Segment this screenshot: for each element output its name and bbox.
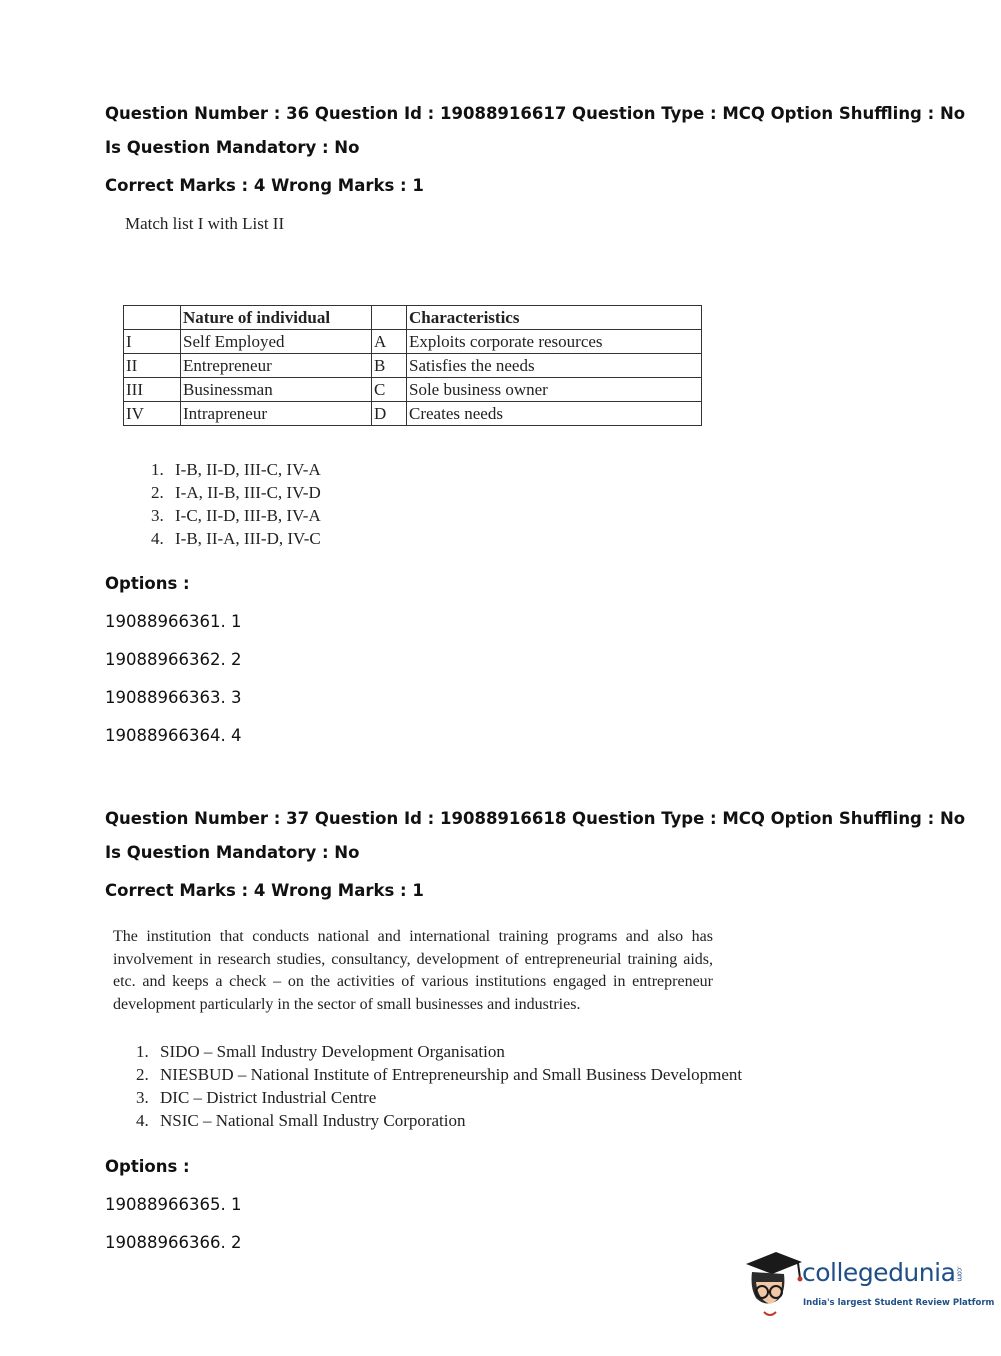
match-table bbox=[123, 305, 702, 426]
q37-header: Question Number : 37 Question Id : 19088916618 Question Type : MCQ Option Shuffling : No bbox=[105, 809, 966, 828]
list-item: 1. I-B, II-D, III-C, IV-A bbox=[151, 460, 321, 479]
list-item: 4. I-B, II-A, III-D, IV-C bbox=[151, 529, 321, 548]
mascot-logo-icon bbox=[742, 1248, 804, 1320]
q37-choices bbox=[136, 1040, 742, 1132]
list-item: 3. DIC – District Industrial Centre bbox=[136, 1088, 377, 1107]
table-row: III Businessman C Sole business owner bbox=[124, 378, 702, 402]
q36-stem: Match list I with List II bbox=[125, 214, 285, 233]
list-item: 4. NSIC – National Small Industry Corporation bbox=[136, 1111, 466, 1130]
table-row: I Self Employed A Exploits corporate resources bbox=[124, 330, 702, 354]
q36-mandatory: Is Question Mandatory : No bbox=[105, 138, 360, 157]
option-item: 19088966365. 1 bbox=[105, 1195, 242, 1214]
option-item: 19088966363. 3 bbox=[105, 688, 242, 707]
nature-header: Nature of individual bbox=[181, 306, 372, 330]
option-item: 19088966362. 2 bbox=[105, 650, 242, 669]
option-item: 19088966364. 4 bbox=[105, 726, 242, 745]
q36-header: Question Number : 36 Question Id : 19088916617 Question Type : MCQ Option Shuffling : No bbox=[105, 104, 966, 123]
list-item: 2. I-A, II-B, III-C, IV-D bbox=[151, 483, 321, 502]
option-item: 19088966361. 1 bbox=[105, 612, 242, 631]
q36-choices bbox=[151, 458, 321, 550]
q37-stem: The institution that conducts national and international training programs and also has involvement in research studies, consultancy, development of entrepreneurial training aids, etc. and keeps a check – on the activities of various institutions engaged in entrepreneur development particularly in the sector of small businesses and industries. bbox=[113, 928, 713, 1014]
table-row: II Entrepreneur B Satisfies the needs bbox=[124, 354, 702, 378]
table-row: IV Intrapreneur D Creates needs bbox=[124, 402, 702, 426]
list-item: 3. I-C, II-D, III-B, IV-A bbox=[151, 506, 321, 525]
list-item: 2. NIESBUD – National Institute of Entrepreneurship and Small Business Development bbox=[136, 1065, 743, 1084]
q36-marks: Correct Marks : 4 Wrong Marks : 1 bbox=[105, 176, 424, 195]
q36-options-label: Options : bbox=[105, 574, 190, 593]
q37-marks: Correct Marks : 4 Wrong Marks : 1 bbox=[105, 881, 424, 900]
characteristics-header: Characteristics bbox=[407, 306, 702, 330]
q37-options-label: Options : bbox=[105, 1157, 190, 1176]
table-header-row bbox=[124, 306, 702, 330]
brand-name: collegedunia.com bbox=[802, 1258, 964, 1287]
q37-mandatory: Is Question Mandatory : No bbox=[105, 843, 360, 862]
list-item: 1. SIDO – Small Industry Development Organisation bbox=[136, 1042, 505, 1061]
option-item: 19088966366. 2 bbox=[105, 1233, 242, 1252]
brand-tagline: India's largest Student Review Platform bbox=[803, 1298, 995, 1308]
